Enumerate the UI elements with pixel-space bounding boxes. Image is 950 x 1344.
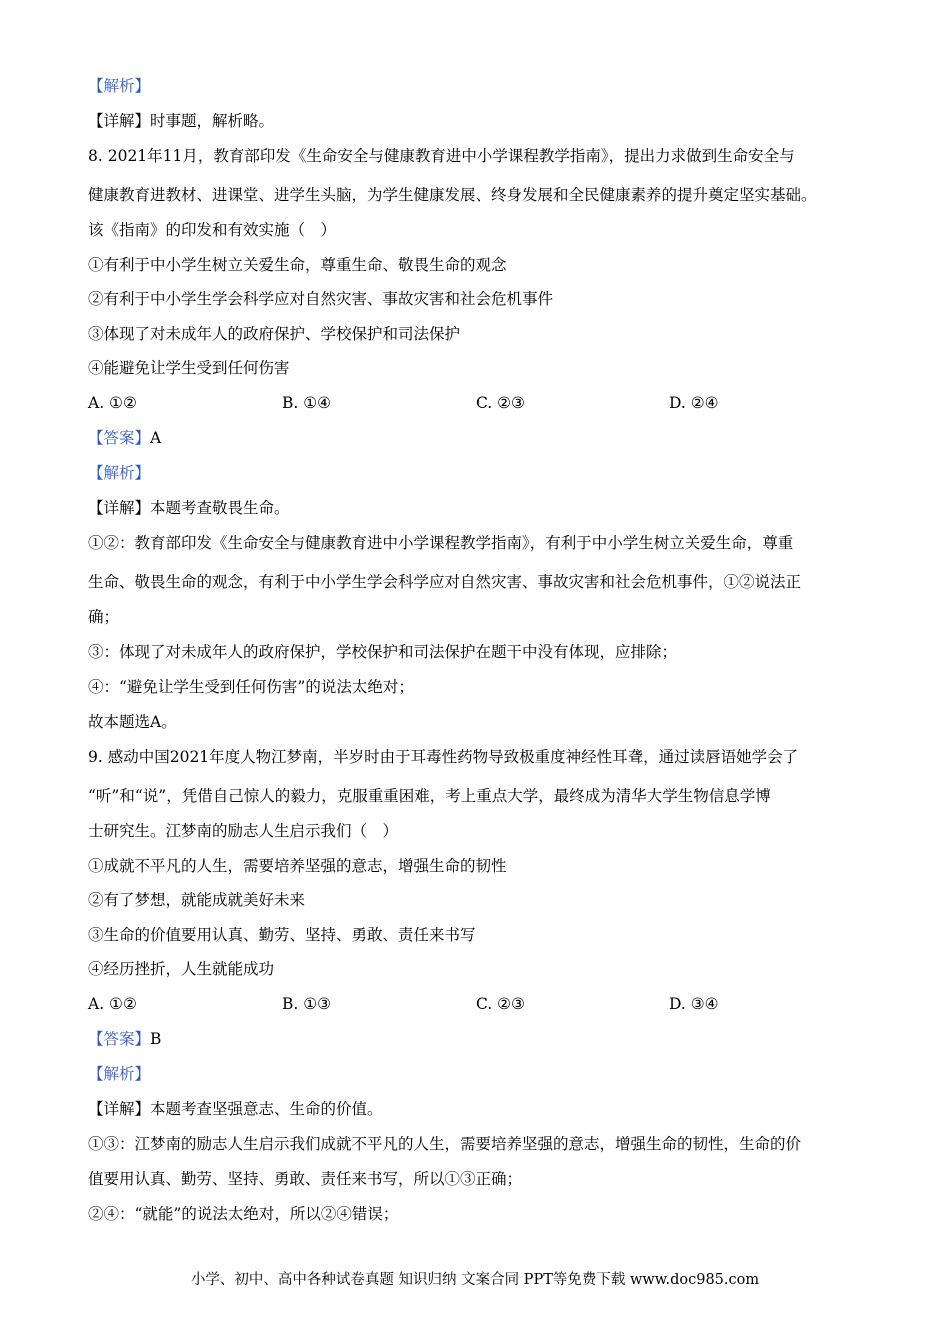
q9-item-4: ④经历挫折，人生就能成功: [88, 960, 275, 978]
q9-analysis-line: 值要用认真、勤劳、坚持、勇敢、责任来书写，所以①③正确；: [88, 1170, 523, 1188]
detail-tag: 【详解】: [88, 1100, 151, 1118]
q9-item-2: ②有了梦想，就能成就美好未来: [88, 891, 306, 909]
analysis-heading: 【解析】: [88, 464, 151, 482]
q9-stem-line-1: 9. 感动中国2021年度人物江梦南，半岁时由于耳毒性药物导致极重度神经性耳聋，通过读唇语她学会了: [88, 748, 799, 766]
answer-value: B: [150, 1030, 162, 1048]
q8-analysis-line: ①②：教育部印发《生命安全与健康教育进中小学课程教学指南》，有利于中小学生树立关爱生命，尊重: [88, 534, 794, 552]
q9-option-c: C. ②③: [476, 995, 525, 1013]
q8-stem-line-3: 该《指南》的印发和有效实施（ ）: [88, 221, 337, 239]
q9-option-a: A. ①②: [88, 995, 137, 1013]
detail-line: [88, 1099, 383, 1119]
detail-tag: 【详解】: [88, 499, 151, 517]
q8-analysis-line: 生命、敬畏生命的观念，有利于中小学生学会科学应对自然灾害、事故灾害和社会危机事件，①②说法正: [88, 573, 802, 591]
analysis-heading: 【解析】: [88, 1065, 151, 1083]
q8-analysis-line: ④：“避免让学生受到任何伤害”的说法太绝对；: [88, 678, 414, 696]
q8-analysis-line: ③：体现了对未成年人的政府保护，学校保护和司法保护在题干中没有体现，应排除；: [88, 643, 678, 661]
q8-item-2: ②有利于中小学生学会科学应对自然灾害、事故灾害和社会危机事件: [88, 290, 554, 308]
detail-text: 时事题，解析略。: [150, 112, 275, 130]
q9-stem-line-2: “听”和“说”，凭借自己惊人的毅力，克服重重困难，考上重点大学，最终成为清华大学生物信息学博: [88, 787, 771, 805]
q9-item-3: ③生命的价值要用认真、勤劳、坚持、勇敢、责任来书写: [88, 926, 476, 944]
q8-analysis-line: 确；: [88, 608, 120, 626]
q8-answer-line: [88, 428, 161, 448]
q9-option-d: D. ③④: [669, 995, 719, 1013]
analysis-heading: 【解析】: [88, 77, 151, 95]
answer-tag: 【答案】: [88, 429, 151, 447]
answer-tag: 【答案】: [88, 1030, 151, 1048]
q9-analysis-line: ②④：“就能”的说法太绝对，所以②④错误；: [88, 1205, 399, 1223]
detail-line: [88, 498, 290, 518]
q9-item-1: ①成就不平凡的人生，需要培养坚强的意志，增强生命的韧性: [88, 857, 507, 875]
q9-option-b: B. ①③: [282, 995, 332, 1013]
q9-analysis-line: ①③：江梦南的励志人生启示我们成就不平凡的人生，需要培养坚强的意志，增强生命的韧性，生命的价: [88, 1135, 802, 1153]
detail-text: 本题考查敬畏生命。: [150, 499, 290, 517]
q8-item-4: ④能避免让学生受到任何伤害: [88, 359, 290, 377]
detail-line: [88, 111, 274, 131]
answer-value: A: [150, 429, 162, 447]
q8-item-1: ①有利于中小学生树立关爱生命，尊重生命、敬畏生命的观念: [88, 256, 507, 274]
page-footer: 小学、初中、高中各种试卷真题 知识归纳 文案合同 PPT等免费下载 www.doc985.com: [190, 1272, 760, 1288]
q8-stem-line-2: 健康教育进教材、进课堂、进学生头脑，为学生健康发展、终身发展和全民健康素养的提升奠定坚实基础。: [88, 186, 817, 204]
q8-item-3: ③体现了对未成年人的政府保护、学校保护和司法保护: [88, 325, 461, 343]
q8-option-d: D. ②④: [669, 394, 719, 412]
q8-stem-line-1: 8. 2021年11月，教育部印发《生命安全与健康教育进中小学课程教学指南》，提出力求做到生命安全与: [88, 147, 795, 165]
detail-tag: 【详解】: [88, 112, 151, 130]
q8-analysis-line: 故本题选A。: [88, 713, 177, 731]
q8-option-b: B. ①④: [282, 394, 332, 412]
q9-stem-line-3: 士研究生。江梦南的励志人生启示我们（ ）: [88, 822, 399, 840]
q8-option-c: C. ②③: [476, 394, 525, 412]
q9-answer-line: [88, 1029, 161, 1049]
q8-option-a: A. ①②: [88, 394, 137, 412]
detail-text: 本题考查坚强意志、生命的价值。: [150, 1100, 383, 1118]
